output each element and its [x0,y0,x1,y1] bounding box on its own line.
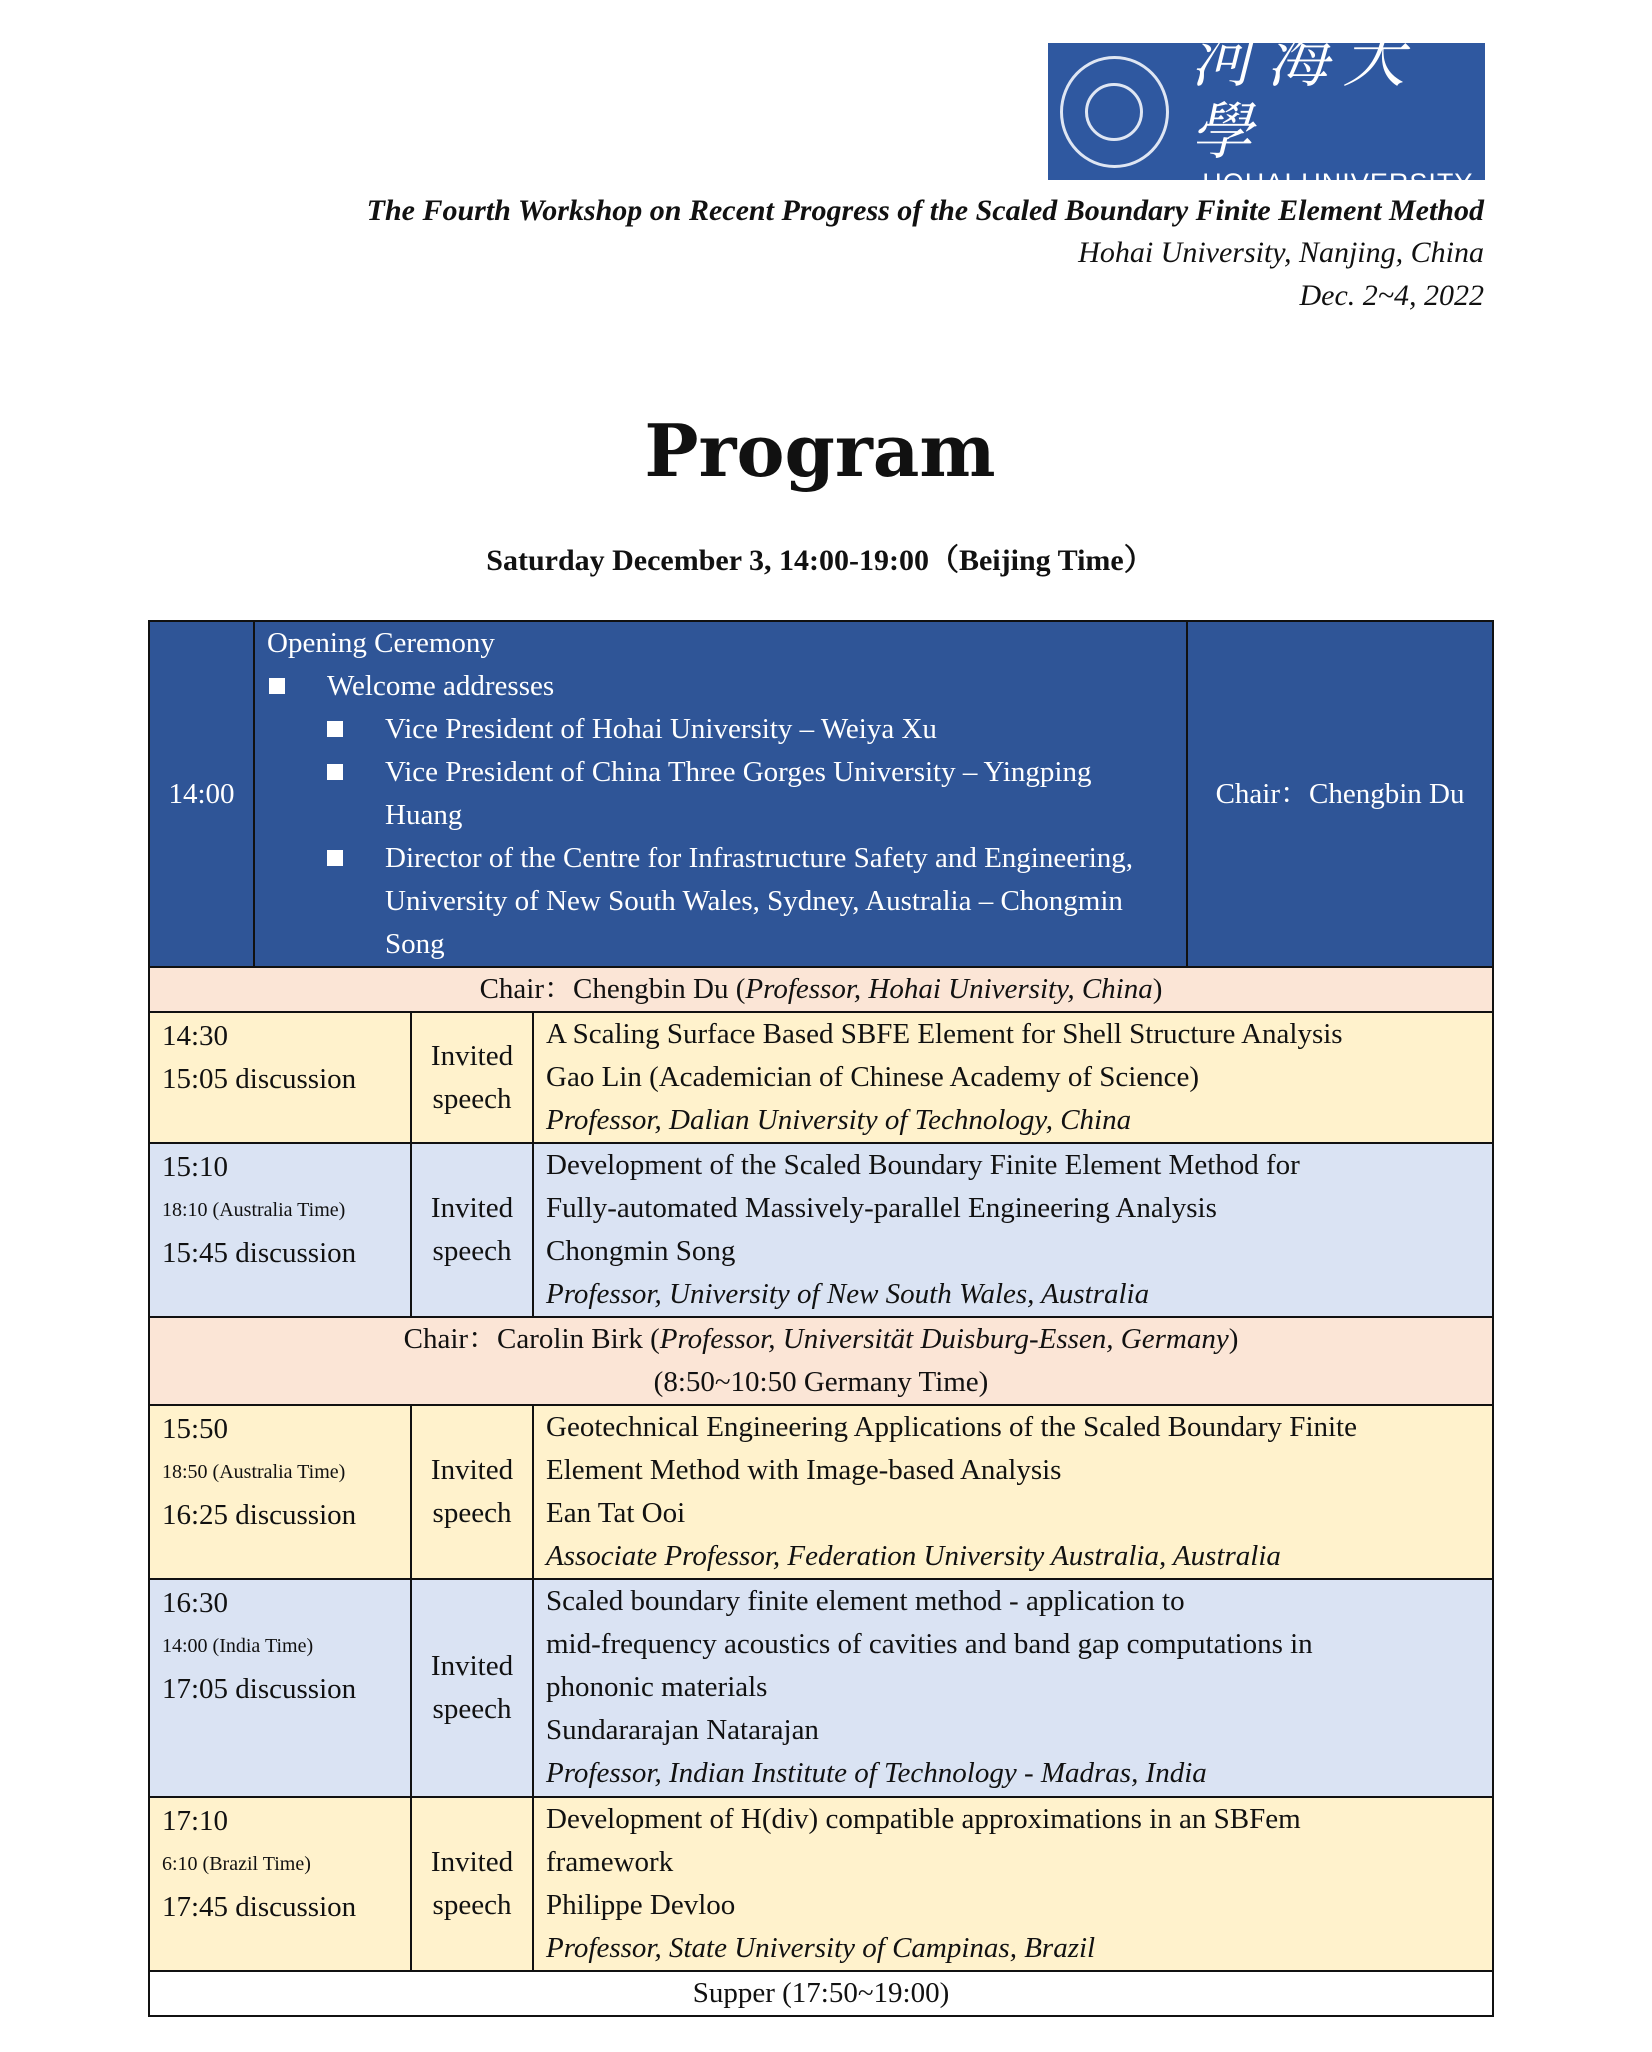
talk-start: 15:50 [162,1413,229,1445]
talk-type-line: Invited [430,1846,514,1878]
talk-title-line: phononic materials [546,1671,768,1703]
talk-local-time: 14:00 (India Time) [162,1635,314,1657]
opening-row [149,621,1493,967]
talk-local-time: 18:50 (Australia Time) [162,1461,346,1483]
chair-affiliation: Professor, Universität Duisburg-Essen, Germany [659,1323,1229,1355]
talk-type-line: speech [432,1693,512,1725]
talk-speaker: Philippe Devloo [546,1889,736,1921]
talk-details [533,1012,1493,1143]
talk-speaker: Sundararajan Natarajan [546,1714,819,1746]
chair-name: Carolin Birk ( [497,1323,660,1355]
talk-affiliation: Professor, Indian Institute of Technology - Madras, India [546,1757,1207,1789]
bullet-square-icon [327,764,343,780]
talk-discussion: 16:25 discussion [162,1499,357,1531]
talk-details [533,1143,1493,1317]
welcome-label: Welcome addresses [327,670,555,702]
welcome-item: Vice President of Hohai University – Weiya Xu [385,713,937,745]
talk-time [149,1012,411,1143]
talk-affiliation: Professor, State University of Campinas, Brazil [546,1932,1096,1964]
talk-type-line: speech [432,1889,512,1921]
talk-title-line: Development of the Scaled Boundary Finite Element Method for [546,1149,1300,1181]
welcome-item: Director of the Centre for Infrastructure Safety and Engineering, University of New South Wales, Sydney, Australia – Chongmin Song [385,842,1134,960]
talk-local-time: 18:10 (Australia Time) [162,1199,346,1221]
talk-row [149,1143,1493,1317]
talk-title-line: Geotechnical Engineering Applications of the Scaled Boundary Finite [546,1411,1357,1443]
chair-close: ) [1152,973,1163,1005]
opening-time: 14:00 [149,621,254,967]
talk-discussion: 17:05 discussion [162,1673,357,1705]
talk-title-line: A Scaling Surface Based SBFE Element for Shell Structure Analysis [546,1018,1343,1050]
talk-type [411,1012,533,1143]
talk-type [411,1579,533,1797]
talk-row [149,1797,1493,1971]
bullet-square-icon [269,678,285,694]
talk-type [411,1405,533,1579]
bullet-square-icon [327,850,343,866]
talk-discussion: 17:45 discussion [162,1891,357,1923]
talk-title-line: Development of H(div) compatible approximations in an SBFem [546,1803,1301,1835]
talk-local-time: 6:10 (Brazil Time) [162,1853,311,1875]
talk-details [533,1579,1493,1797]
hohai-university-logo [1048,23,1485,198]
talk-type-line: Invited [430,1454,514,1486]
chair-local-time: (8:50~10:50 Germany Time) [653,1366,989,1398]
talk-affiliation: Professor, University of New South Wales, Australia [546,1278,1150,1310]
talk-title-line: mid-frequency acoustics of cavities and band gap computations in [546,1628,1313,1660]
program-table [148,620,1494,2017]
talk-details [533,1797,1493,1971]
talk-affiliation: Professor, Dalian University of Technology, China [546,1104,1132,1136]
talk-time [149,1143,411,1317]
talk-type-line: speech [432,1082,512,1115]
talk-time [149,1579,411,1797]
chair-row [149,1317,1493,1405]
talk-type-line: Invited [430,1192,514,1224]
page-title: Program [644,408,996,493]
talk-title-line: Fully-automated Massively-parallel Engineering Analysis [546,1192,1217,1224]
talk-discussion: 15:05 discussion [162,1063,357,1095]
talk-type-line: Invited [430,1650,514,1682]
talk-speaker: Chongmin Song [546,1235,736,1267]
talk-type [411,1797,533,1971]
welcome-item: Vice President of China Three Gorges University – Yingping Huang [385,756,1092,831]
chair-name: Chengbin Du ( [573,973,746,1005]
logo-chinese-name: 河海大學 [1190,23,1419,168]
opening-heading: Opening Ceremony [267,627,495,659]
talk-start: 15:10 [162,1151,229,1183]
opening-chair: Chair：Chengbin Du [1187,621,1493,967]
chair-affiliation: Professor, Hohai University, China [745,973,1153,1005]
chair-row [149,967,1493,1012]
opening-content [254,621,1187,967]
talk-time [149,1405,411,1579]
day-subtitle: Saturday December 3, 14:00-19:00（Beijing Time） [486,544,1154,577]
talk-speaker: Ean Tat Ooi [546,1497,686,1529]
chair-label: Chair： [479,973,574,1005]
workshop-title: The Fourth Workshop on Recent Progress of the Scaled Boundary Finite Element Method [366,194,1484,227]
workshop-location: Hohai University, Nanjing, China [1078,236,1484,269]
bullet-square-icon [327,721,343,737]
talk-type-line: speech [432,1235,512,1267]
talk-type-line: Invited [430,1039,514,1072]
talk-details [533,1405,1493,1579]
talk-row [149,1405,1493,1579]
talk-discussion: 15:45 discussion [162,1237,357,1269]
supper-row [149,1971,1493,2016]
talk-title-line: Element Method with Image-based Analysis [546,1454,1062,1486]
talk-speaker: Gao Lin (Academician of Chinese Academy of Science) [546,1061,1200,1093]
university-seal-icon [1060,56,1169,168]
talk-affiliation: Associate Professor, Federation University Australia, Australia [546,1540,1281,1572]
supper-label: Supper (17:50~19:00) [149,1971,1493,2016]
talk-time [149,1797,411,1971]
talk-title-line: Scaled boundary finite element method - application to [546,1585,1185,1617]
logo-english-name: HOHAI UNIVERSITY [1202,168,1474,198]
chair-label: Chair： [403,1323,498,1355]
talk-start: 14:30 [162,1020,229,1052]
talk-type-line: speech [432,1497,512,1529]
talk-start: 17:10 [162,1805,229,1837]
talk-row [149,1012,1493,1143]
talk-row [149,1579,1493,1797]
talk-start: 16:30 [162,1587,229,1619]
workshop-dates: Dec. 2~4, 2022 [1299,279,1484,312]
talk-title-line: framework [546,1846,674,1878]
chair-close: ) [1228,1323,1239,1355]
talk-type [411,1143,533,1317]
